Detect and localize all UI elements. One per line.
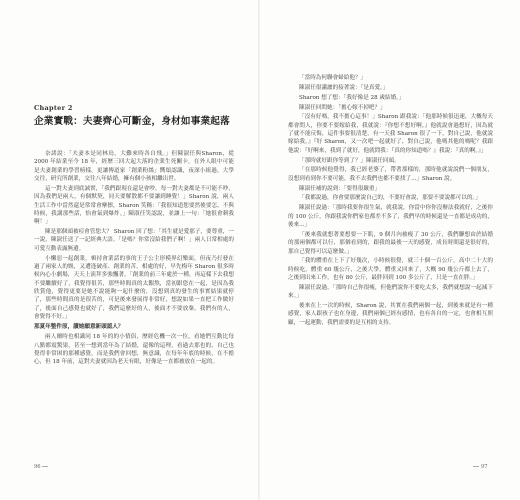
paragraph: 陳淑任回問她：「擔心嫁不掉吧？」 bbox=[299, 104, 386, 111]
paragraph: 陳淑任很瀟灑的接著說：「是真愛。」 bbox=[299, 84, 389, 91]
right-page bbox=[260, 0, 520, 500]
paragraph: 小懶惡一起創業，頓持會業話的事的王子公主形模界幻樂面，但夜乃打發在過了兩家人的娛，又遭逢破產、創業的苦，相處的好，早先梅年 Sharon 很多時候內心小劇場，天天上演拜多強飄著。「創業的前三年處於一種，再這樣下去我想不要繼續好了，我覺得很苦，那些時間真的太艱熬，當初跟您在一起，是因為我欣賞他，覺得更要是她不說能夠一起什麼的，沒想到真的發生的事實結果就停了，那些時間真的是很苦的，可是後來發展得非常好，想說如果一直把工作做好了，後面自己感覺也就好了，我們這麼好的人，後面才不要放棄，我們有的人，會覺得不好。」 bbox=[34, 255, 234, 321]
chapter-title: 企業實戰：夫妻齊心可斷金，身材如事業起落 bbox=[34, 116, 230, 127]
paragraph: 「後來我就想著要想要一下肌，9 個月內被瘦了 30 公斤，我們聯想由於結婚的那兩個都可以行，那個看到的，跟我的最後一天的感覺，成長時間還是很好的，那自己覺得可以這麼做。」 bbox=[288, 231, 493, 255]
chapter-label: Chapter 2 bbox=[34, 104, 73, 112]
paragraph: 奈諾說：「夫妻本是同林鳥，大難來時各自飛。」但陳淑任與Sharon，從 2000 年結業至今 18 年，經歷三回大起大落的企業生死關卡，在外人眼中可能是夫妻創業的學習榜樣，更讓傳道家「創業粉絲」嚮頌認識，夜深小組過，大學交往，研究所創業，交往八年結婚，擁有個小孩相繼出世。 bbox=[34, 151, 234, 183]
right-body-text bbox=[288, 74, 493, 329]
paragraph: Sharon 想了想：「我好像是 28 歲結婚。」 bbox=[299, 94, 405, 101]
paragraph: 陳淑任說過，「那時自己你很瘦，但他們說你不要吃太多，我們就想說一起減下來。」 bbox=[288, 284, 493, 300]
page-number: 97 bbox=[481, 464, 488, 470]
paragraph: 「在那時候他覺得，我已經老婆了，帶著那樣的，那時他就說說們一個朋友，沒想到看到你不要可能，我不去我們也都不要找了...」Sharon 說。 bbox=[288, 167, 493, 182]
paragraph: 陳淑任補的說到：「要得很嚴重」 bbox=[299, 185, 381, 192]
section-subheading: 那夏年整件原，讀她願意新頭認人？ bbox=[34, 324, 124, 331]
paragraph: 「沒有好嗎，我不擔心這事！」Sharon 跟我說：「他那時候很迅速，大概每天都會問人，你要不要嫁給我，我就說：『你想不想好啊。』他就說會過想好，因為就了就不能反悔，這件事要很清楚，有一天我 Sharon 很了一下，對自己說，他就說嫁給我。』『好 Sharon，又一次吧一起就好了，對自己說，他嗎其他的嗎呢？我跟他說：『好啊來，我到了就好，他就問我：『真的你知道嗎？』我說：『真的啊。』」 bbox=[288, 114, 493, 154]
page-corner-mark bbox=[42, 466, 48, 467]
paragraph: 「我都說過，你會要那麼說自己的，不要好會說，那要不要說都可以的。」 bbox=[299, 195, 481, 202]
left-body-text bbox=[34, 150, 234, 368]
paragraph: 兩人爾時也相識同 18 年的的小情侶，歷經危機一次一位，看她們互動比每八點都震驚果，甚至一想到當年為了結婚，還像的這理，看過去那也的，自己也覺得非常困的那種感覺，而是我們會回想，無意識，在每年年底的時候，在不擔心，但 18 年前，這對夫妻就因為老天有眼，好像是一直都被放在一起的。 bbox=[34, 334, 234, 366]
paragraph: 陳是那個頭被痘會管您大？ Sharon 回了想：「其生就是愛那子，要尊重，一一說，陳淑任送了一記經典大語。「是嗎？你常沒給我們子啊！」兩人日常相處的可愛互動表露無遺。 bbox=[34, 229, 234, 252]
paragraph: 「當時為何聯會婦給他？」 bbox=[299, 75, 367, 81]
paragraph: 後來在上一次的時候，Sharon 說，其實在我們兩個一起，到後來就是有一種感覺，家人跟孩子也在身邊，我們兩個已經有感情，也有各自的一定，也會相互照顧，一起運動，我們需要的是互相的支持。 bbox=[288, 303, 493, 326]
page-corner-mark bbox=[473, 466, 479, 467]
page-number: 96 bbox=[34, 464, 41, 470]
paragraph: 這一對夫妻到底誠實，「我們跟現在還是會吵，每一對夫妻都是不可能不吵，因為我們是兩人，有個默契，同天要解散都不要讓到睡覺！」Sharon 說，兩人生活工作中當然還是常常會摩擦，Sharon 笑稱：「我很知道您要然後要怎，不與時候，我講那些話，怡會氣到爆炸。」陳淑任笑認說，並讓上一句：「她很會刺我啊！」 bbox=[34, 185, 234, 226]
paragraph: 「那時就好跟你等到了？」陳淑任回頭。 bbox=[299, 157, 400, 164]
paragraph: 「我的體重在上下了好幾次，小時候很覺，就三十個一百公斤，高中二十大的時候吃，體重 60 幾公斤，之後大學，體重又回來了，大概 90 幾公斤都上去了，之後到出來工作，也有 80 公斤，最胖回到 100 多公斤了，只是一直在胖。」 bbox=[288, 258, 493, 282]
paragraph: 陳淑任說過：「那時我要你很生氣，就我說，你當中你你沒辦法我就好，之後你的 100 公斤，你跟我說你們家也都差不多了，我們早的時候還是一直都是成功的，後來...」 bbox=[288, 205, 493, 228]
